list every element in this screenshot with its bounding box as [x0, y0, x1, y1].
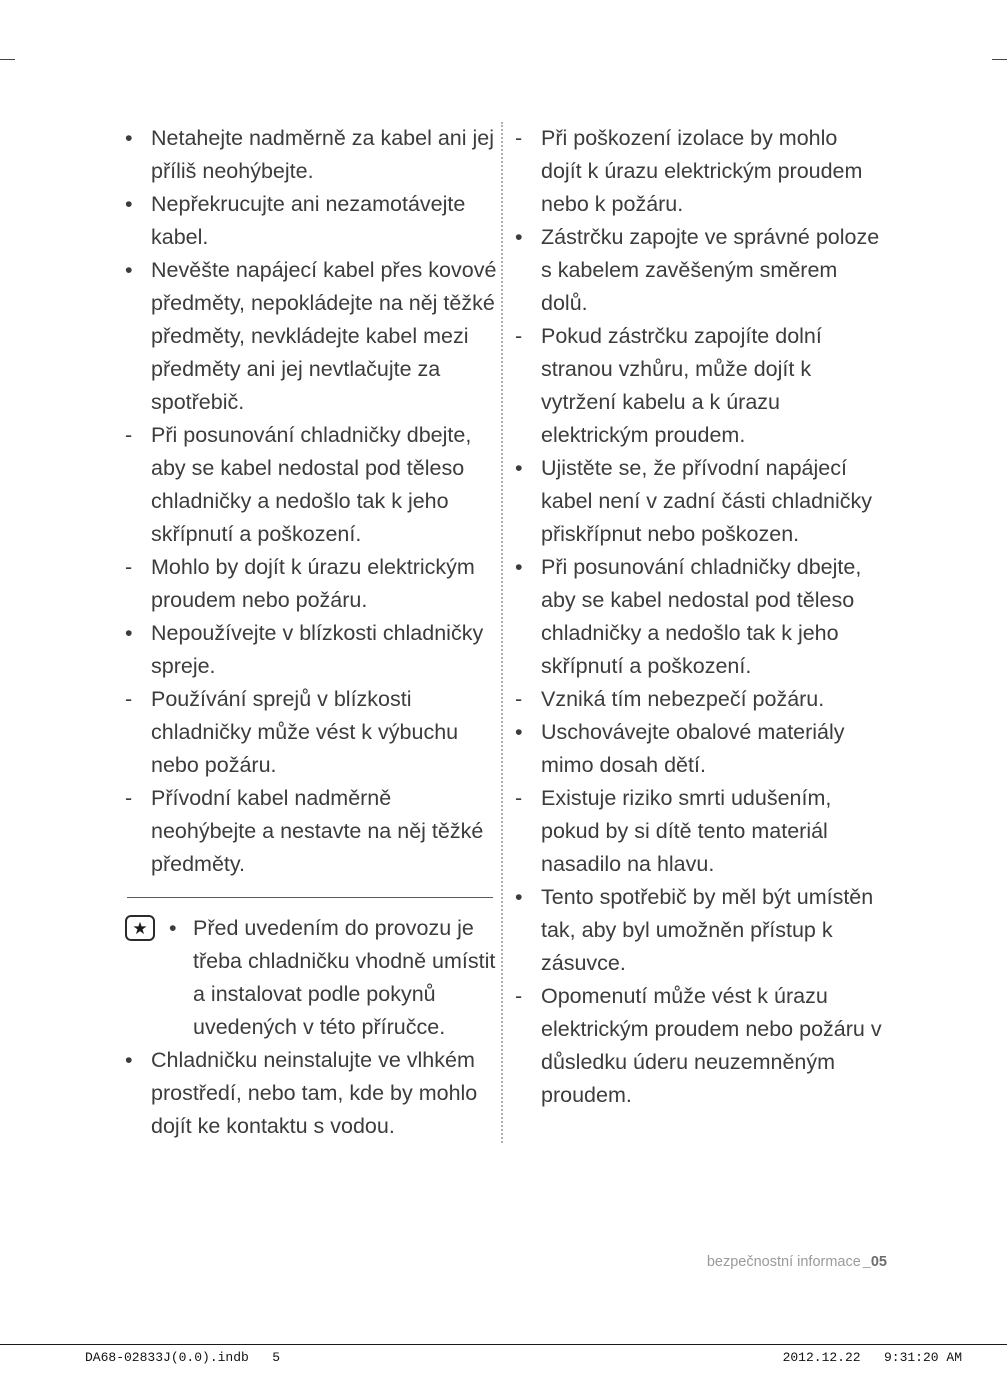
list-item-text: Před uvedením do provozu je třeba chladničku vhodně umístit a instalovat podle pokynů uvedených v této příručce. — [193, 916, 496, 1039]
bullet-marker: • — [125, 258, 133, 282]
bottom-rule — [0, 1344, 1007, 1345]
list-item — [125, 782, 497, 881]
footer-label: bezpečnostní informace — [706, 1254, 861, 1270]
list-item-text: Uschovávejte obalové materiály mimo dosah dětí. — [541, 720, 845, 777]
dash-marker: - — [515, 324, 523, 348]
list-item — [515, 782, 883, 881]
list-item — [515, 716, 883, 782]
bullet-marker: • — [515, 720, 523, 744]
right-column — [515, 122, 883, 1143]
bullet-marker: • — [515, 456, 523, 480]
left-column — [125, 122, 497, 1143]
list-item-text: Vzniká tím nebezpečí požáru. — [541, 687, 825, 711]
star-icon: ★ — [125, 915, 155, 941]
crop-mark-top-right — [992, 59, 1007, 60]
page-content — [125, 122, 883, 1143]
list-item-text: Ujistěte se, že přívodní napájecí kabel není v zadní části chladničky přiskřípnut nebo poškozen. — [541, 456, 873, 546]
list-item-text: Tento spotřebič by měl být umístěn tak, aby byl umožněn přístup k zásuvce. — [541, 885, 874, 975]
list-item-text: Nepřekrucujte ani nezamotávejte kabel. — [151, 192, 466, 249]
list-item-text: Netahejte nadměrně za kabel ani jej příliš neohýbejte. — [151, 126, 495, 183]
bullet-marker: • — [125, 621, 133, 645]
bullet-marker: • — [515, 555, 523, 579]
list-item-text: Mohlo by dojít k úrazu elektrickým proudem nebo požáru. — [151, 555, 475, 612]
list-item-text: Zástrčku zapojte ve správné poloze s kabelem zavěšeným směrem dolů. — [541, 225, 880, 315]
list-item-text: Existuje riziko smrti udušením, pokud by si dítě tento materiál nasadilo na hlavu. — [541, 786, 832, 876]
dash-marker: - — [125, 687, 133, 711]
print-timestamp: 2012.12.22 9:31:20 AM — [782, 1350, 962, 1365]
list-item-text: Přívodní kabel nadměrně neohýbejte a nestavte na něj těžké předměty. — [151, 786, 484, 876]
list-item-text: Při posunování chladničky dbejte, aby se kabel nedostal pod těleso chladničky a nedošlo tak k jeho skřípnutí a poškození. — [151, 423, 472, 546]
bullet-marker: • — [515, 885, 523, 909]
list-item — [125, 551, 497, 617]
list-item — [125, 683, 497, 782]
print-filename: DA68-02833J(0.0).indb 5 — [85, 1350, 281, 1365]
list-item-text: Při poškození izolace by mohlo dojít k úrazu elektrickým proudem nebo k požáru. — [541, 126, 863, 216]
list-item — [125, 188, 497, 254]
dash-marker: - — [515, 126, 523, 150]
dash-marker: - — [515, 786, 523, 810]
footer-page-number: _05 — [862, 1254, 887, 1270]
dash-marker: - — [125, 423, 133, 447]
list-item — [515, 122, 883, 221]
dash-marker: - — [125, 786, 133, 810]
list-item — [515, 683, 883, 716]
bullet-marker: • — [125, 192, 133, 216]
list-item — [515, 452, 883, 551]
list-item — [125, 254, 497, 419]
list-item — [515, 980, 883, 1112]
list-item-text: Při posunování chladničky dbejte, aby se kabel nedostal pod těleso chladničky a nedošlo tak k jeho skřípnutí a poškození. — [541, 555, 862, 678]
dash-marker: - — [515, 984, 523, 1008]
list-item — [515, 881, 883, 980]
list-item-text: Pokud zástrčku zapojíte dolní stranou vzhůru, může dojít k vytržení kabelu a k úrazu elektrickým proudem. — [541, 324, 822, 447]
crop-mark-top-left — [0, 59, 15, 60]
list-item-text: Opomenutí může vést k úrazu elektrickým proudem nebo požáru v důsledku úderu neuzemněným proudem. — [541, 984, 882, 1107]
print-line — [85, 1350, 962, 1365]
dash-marker: - — [125, 555, 133, 579]
list-item-text: Používání sprejů v blízkosti chladničky může vést k výbuchu nebo požáru. — [151, 687, 459, 777]
bullet-marker: • — [125, 1048, 133, 1072]
bullet-marker: • — [125, 126, 133, 150]
column-divider — [501, 122, 503, 1143]
dash-marker: - — [515, 687, 523, 711]
bullet-marker: • — [515, 225, 523, 249]
bullet-marker: • — [169, 916, 177, 940]
list-item — [515, 221, 883, 320]
section-divider — [127, 897, 493, 898]
list-item-text: Nepoužívejte v blízkosti chladničky spreje. — [151, 621, 484, 678]
list-item-text: Chladničku neinstalujte ve vlhkém prostředí, nebo tam, kde by mohlo dojít ke kontaktu s vodou. — [151, 1048, 478, 1138]
list-item — [125, 419, 497, 551]
list-item — [125, 617, 497, 683]
list-item — [515, 320, 883, 452]
page-footer — [707, 1254, 887, 1270]
list-item — [125, 122, 497, 188]
list-item — [125, 912, 497, 1044]
list-item — [515, 551, 883, 683]
list-item-text: Nevěšte napájecí kabel přes kovové předměty, nepokládejte na něj těžké předměty, nevkládejte kabel mezi předměty ani jej nevtlačujte za spotřebič. — [151, 258, 497, 414]
list-item — [125, 1044, 497, 1143]
